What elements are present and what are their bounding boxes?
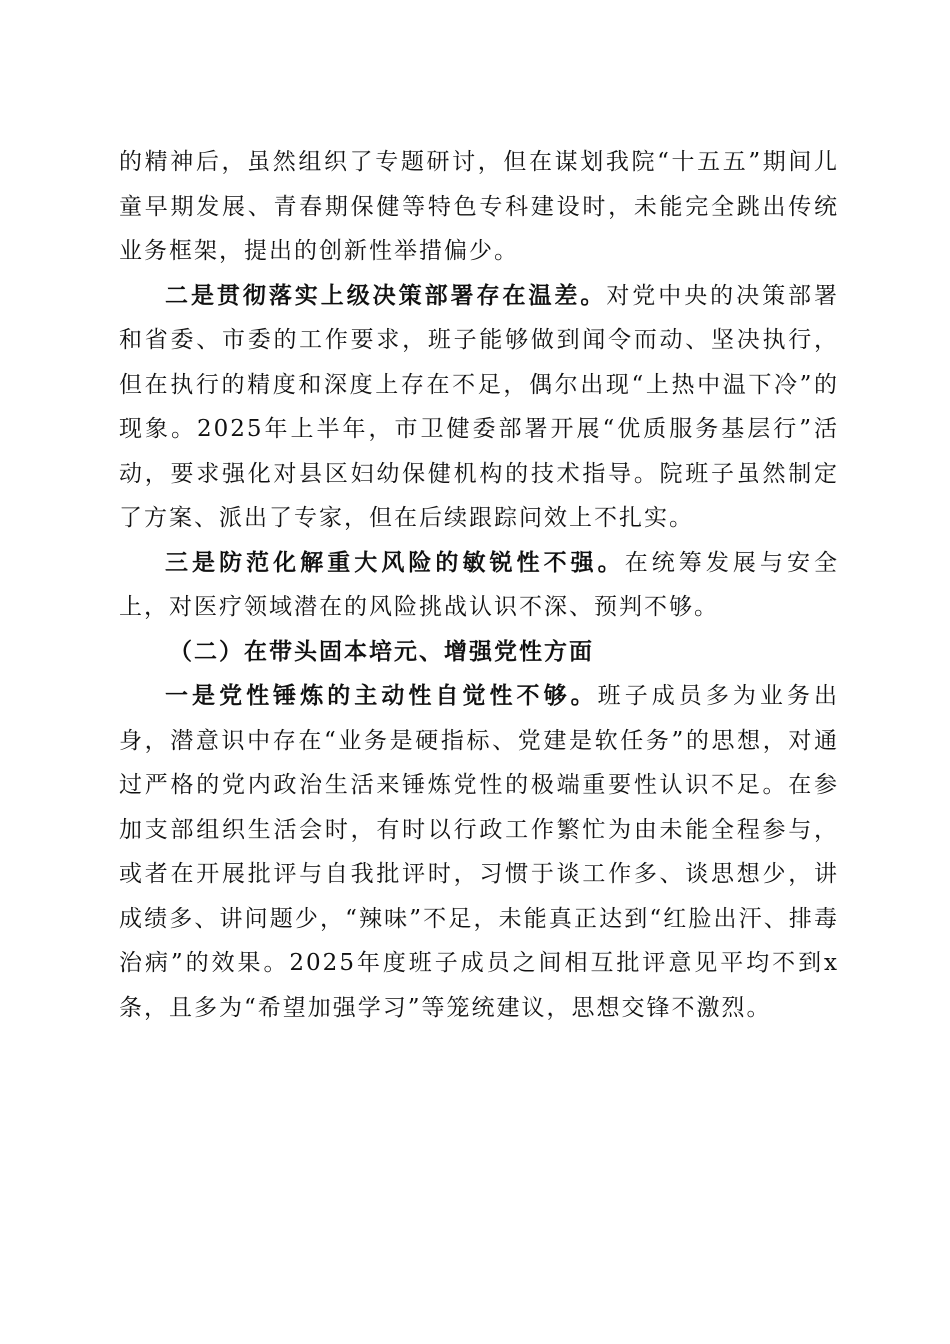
paragraph-text: 对党中央的决策部署和省委、市委的工作要求，班子能够做到闻令而动、坚决执行，但在执行的精度和深度上存在不足，偶尔出现“上热中温下冷”的现象。2025年上半年，市卫健委部署开展“优质服务基层行”活动，要求强化对县区妇幼保健机构的技术指导。院班子虽然制定了方案、派出了专家，但在后续跟踪问效上不扎实。: [119, 282, 840, 531]
section-heading: [119, 630, 839, 675]
paragraph-point-one: [119, 674, 839, 1030]
paragraph-point-three: [119, 541, 839, 630]
point-lead: 二是贯彻落实上级决策部署存在温差。: [165, 281, 607, 309]
document-body: [119, 140, 839, 1030]
paragraph-text: 的精神后，虽然组织了专题研讨，但在谋划我院“十五五”期间儿童早期发展、青春期保健等特色专科建设时，未能完全跳出传统业务框架，提出的创新性举措偏少。: [119, 149, 839, 264]
paragraph-point-two: [119, 274, 839, 541]
section-heading-text: （二）在带头固本培元、增强党性方面: [169, 637, 594, 665]
paragraph-text: 班子成员多为业务出身，潜意识中存在“业务是硬指标、党建是软任务”的思想，对通过严格的党内政治生活来锤炼党性的极端重要性认识不足。在参加支部组织生活会时，有时以行政工作繁忙为由未能全程参与，或者在开展批评与自我批评时，习惯于谈工作多、谈思想少，讲成绩多、讲问题少，“辣味”不足，未能真正达到“红脸出汗、排毒治病”的效果。2025年度班子成员之间相互批评意见平均不到x条，且多为“希望加强学习”等笼统建议，思想交锋不激烈。: [119, 683, 840, 1021]
point-lead: 一是党性锤炼的主动性自觉性不够。: [165, 682, 598, 709]
point-lead: 三是防范化解重大风险的敏锐性不强。: [165, 548, 625, 576]
paragraph-continuation: [119, 140, 839, 274]
paragraph-text: 在统筹发展与安全上，对医疗领域潜在的风险挑战认识不深、预判不够。: [119, 549, 840, 620]
